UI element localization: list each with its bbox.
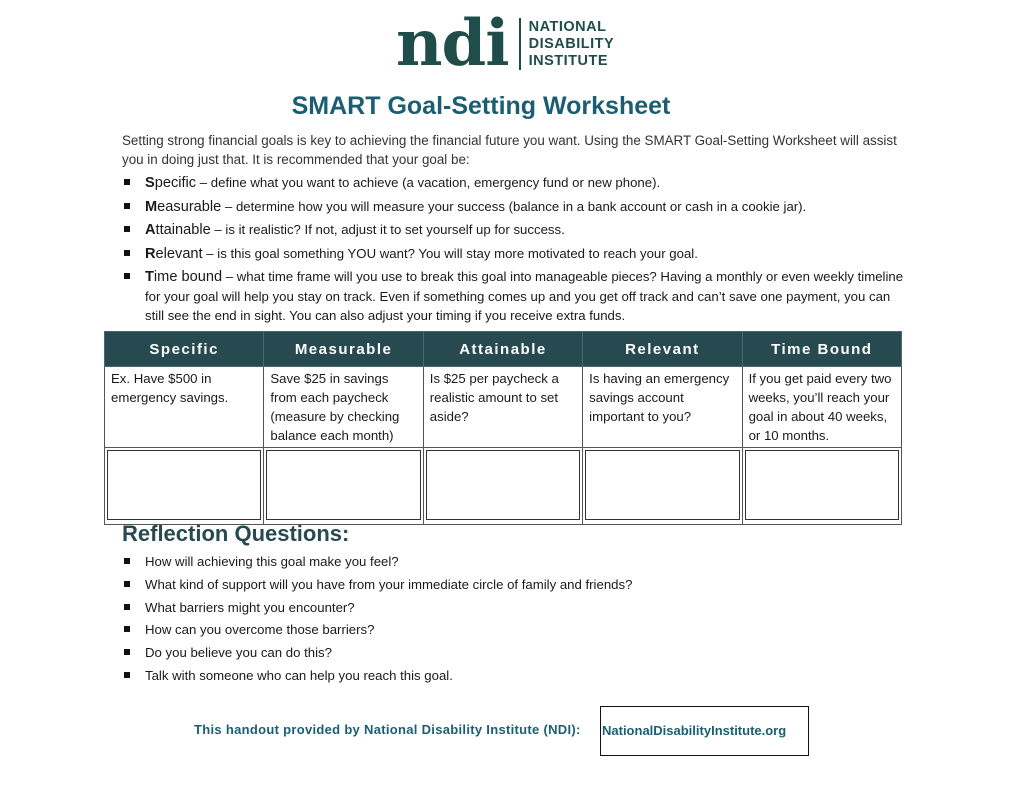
smart-definitions-list [122, 173, 912, 329]
bullet-icon [124, 604, 130, 610]
example-relevant: Is having an emergency savings account important to you? [583, 367, 742, 448]
logo-mark: ndi [396, 6, 509, 81]
bullet-icon [124, 649, 130, 655]
bullet-icon [124, 626, 130, 632]
header-measurable: Measurable [264, 332, 423, 367]
bullet-icon [124, 226, 130, 232]
list-item: How can you overcome those barriers? [122, 620, 822, 639]
bullet-icon [124, 203, 130, 209]
fill-in-row [105, 448, 902, 525]
fill-in-relevant[interactable] [583, 448, 742, 525]
logo-line-2: DISABILITY [528, 35, 615, 52]
fill-in-time-bound[interactable] [742, 448, 901, 525]
logo-text [529, 19, 615, 70]
bullet-icon [124, 179, 130, 185]
list-item: Talk with someone who can help you reach this goal. [122, 666, 822, 685]
list-item: Measurable – determine how you will measure your success (balance in a bank account or cash in a cookie jar). [122, 197, 912, 217]
footer-link-box[interactable] [600, 706, 809, 756]
example-time-bound: If you get paid every two weeks, you’ll reach your goal in about 40 weeks, or 10 months. [742, 367, 901, 448]
logo-line-3: INSTITUTE [528, 52, 609, 69]
example-measurable: Save $25 in savings from each paycheck (measure by checking balance each month) [264, 367, 423, 448]
list-item: What kind of support will you have from your immediate circle of family and friends? [122, 575, 822, 594]
fill-in-attainable[interactable] [423, 448, 582, 525]
example-attainable: Is $25 per paycheck a realistic amount to set aside? [423, 367, 582, 448]
list-item: Do you believe you can do this? [122, 643, 822, 662]
smart-goal-table [104, 331, 902, 525]
list-item: Specific – define what you want to achieve (a vacation, emergency fund or new phone). [122, 173, 912, 193]
bullet-icon [124, 250, 130, 256]
reflection-title: Reflection Questions: [122, 521, 350, 546]
footer-text: This handout provided by National Disability Institute (NDI): [194, 722, 581, 737]
logo-divider [519, 18, 521, 70]
fill-in-specific[interactable] [105, 448, 264, 525]
list-item: Attainable – is it realistic? If not, adjust it to set yourself up for success. [122, 220, 912, 240]
example-row [105, 367, 902, 448]
header-time-bound: Time Bound [742, 332, 901, 367]
bullet-icon [124, 273, 130, 279]
list-item: How will achieving this goal make you feel? [122, 552, 822, 571]
intro-paragraph: Setting strong financial goals is key to achieving the financial future you want. Using the SMART Goal-Setting Worksheet will assist you in doing just that. It is recommended that your goal be: [122, 133, 897, 167]
bullet-icon [124, 558, 130, 564]
reflection-list [122, 552, 822, 689]
logo-line-1: NATIONAL [528, 18, 607, 35]
list-item: Time bound – what time frame will you use to break this goal into manageable pieces? Having a monthly or even weekly timeline for your goal will help you stay on track. Even if something comes up and you get off track and can’t save one payment, you can still see the end in sight. You can also adjust your timing if you receive extra funds. [122, 267, 912, 325]
page-title: SMART Goal-Setting Worksheet [291, 92, 671, 120]
bullet-icon [124, 581, 130, 587]
list-item: What barriers might you encounter? [122, 598, 822, 617]
header-relevant: Relevant [583, 332, 742, 367]
fill-in-measurable[interactable] [264, 448, 423, 525]
header-attainable: Attainable [423, 332, 582, 367]
list-item: Relevant – is this goal something YOU want? You will stay more motivated to reach your goal. [122, 244, 912, 264]
ndi-logo [396, 6, 615, 81]
bullet-icon [124, 672, 130, 678]
header-specific: Specific [105, 332, 264, 367]
table-header-row [105, 332, 902, 367]
example-specific: Ex. Have $500 in emergency savings. [105, 367, 264, 448]
footer-link[interactable]: NationalDisabilityInstitute.org [602, 723, 787, 738]
